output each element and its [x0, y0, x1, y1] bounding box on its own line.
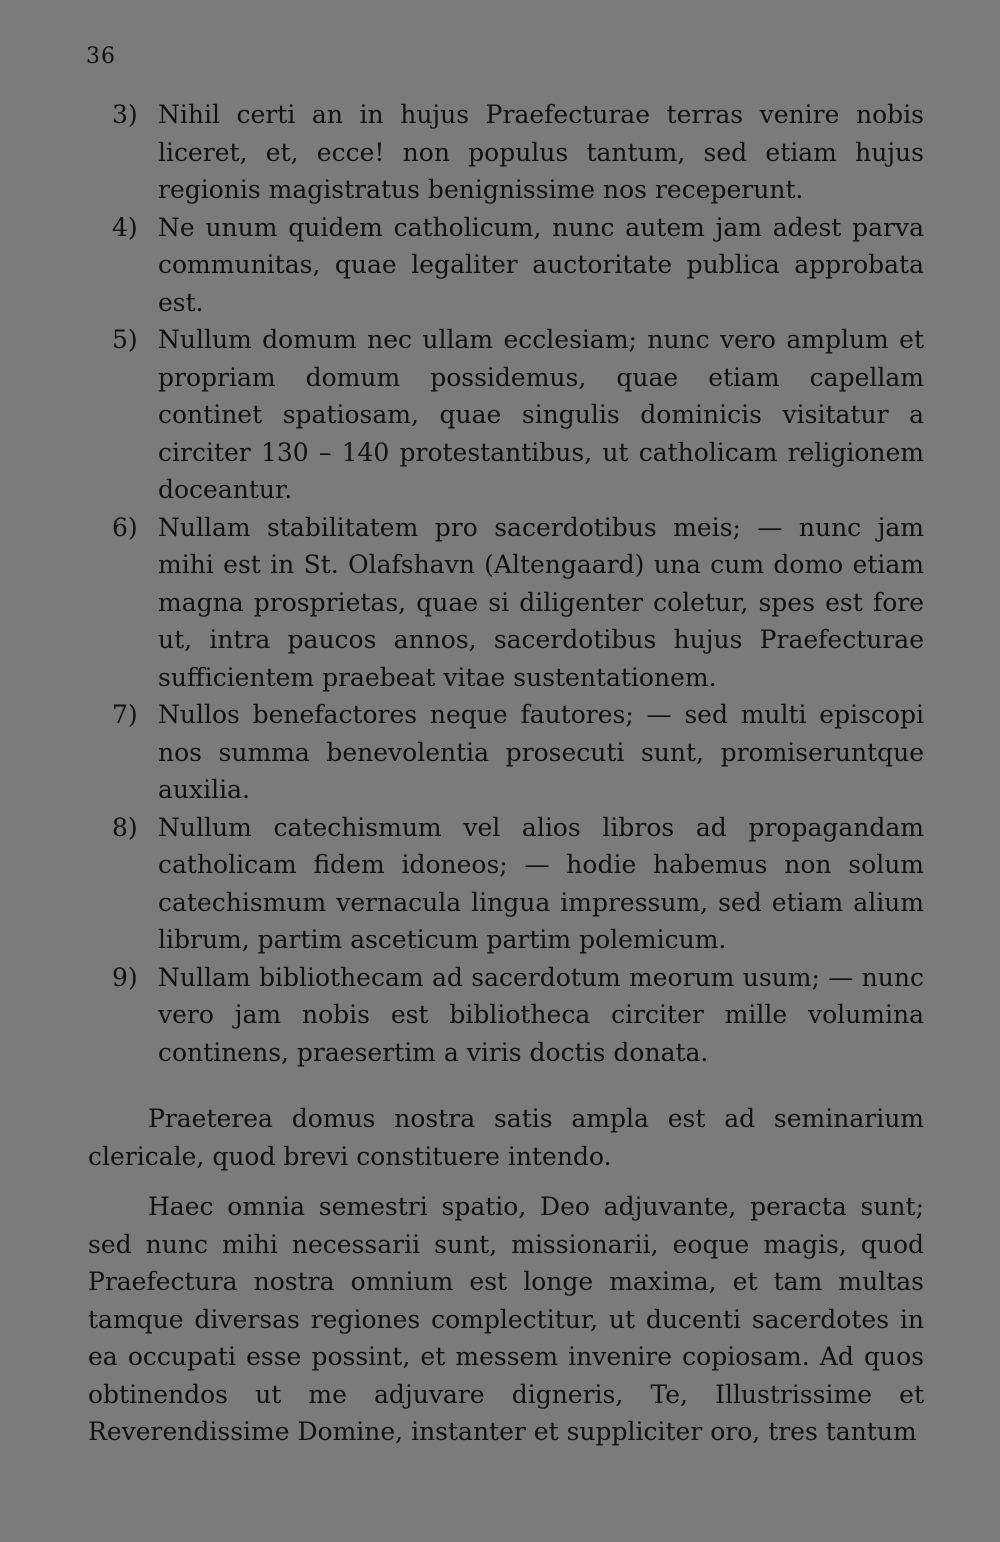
list-item-4 — [112, 209, 924, 322]
list-item-5 — [112, 321, 924, 509]
list-item-6 — [112, 509, 924, 697]
item-text: Nihil certi an in hujus Praefecturae terras venire nobis liceret, et, ecce! non populus tantum, sed etiam hujus regionis magistratus benignissime nos receperunt. — [158, 100, 924, 204]
list-item-8 — [112, 809, 924, 959]
item-number: 5) — [112, 325, 138, 354]
page-number: 36 — [86, 44, 116, 69]
item-text: Nullum catechismum vel alios libros ad propagandam catholicam fidem idoneos; — hodie habemus non solum catechismum vernacula lingua impressum, sed etiam alium librum, partim asceticum partim polemicum. — [158, 812, 924, 954]
item-text: Nullam stabilitatem pro sacerdotibus meis; — nunc jam mihi est in St. Olafshavn (Altengaard) una cum domo etiam magna prosprietas, quae si diligenter coletur, spes est fore ut, intra paucos annos, sacerdotibus hujus Praefecturae sufficientem praebeat vitae sustentationem. — [158, 512, 924, 692]
item-number: 4) — [112, 212, 138, 242]
item-text: Nullum domum nec ullam ecclesiam; nunc vero amplum et propriam domum possidemus, quae etiam capellam continet spatiosam, quae singulis dominicis visitatur a circiter 130 – 140 protestantibus, ut catholicam religionem doceantur. — [158, 325, 924, 504]
item-text: Nullam bibliothecam ad sacerdotum meorum usum; — nunc vero jam nobis est bibliotheca circiter mille volumina continens, praesertim a viris doctis donata. — [158, 962, 924, 1067]
paragraph-haec-omnia: Haec omnia semestri spatio, Deo adjuvante, peracta sunt; sed nunc mihi necessarii sunt, missionarii, eoque magis, quod Praefectura nostra omnium est longe maxima, et tam multas tamque diversas regiones complectitur, ut ducenti sacerdotes in ea occupati esse possint, et messem invenire copiosam. Ad quos obtinendos ut me adjuvare digneris, Te, Illustrissime et Reverendissime Domine, instanter et suppliciter oro, tres tantum — [88, 1192, 924, 1446]
item-number: 7) — [112, 700, 138, 729]
numbered-list — [112, 96, 924, 1071]
list-item-7 — [112, 696, 924, 809]
list-item-3 — [112, 96, 924, 209]
item-number: 6) — [112, 512, 138, 542]
paragraph-seminarium: Praeterea domus nostra satis ampla est ad seminarium clericale, quod brevi constituere intendo. — [88, 1104, 924, 1171]
item-text: Ne unum quidem catholicum, nunc autem jam adest parva communitas, quae legaliter auctoritate publica approbata est. — [158, 212, 924, 317]
item-number: 8) — [112, 812, 138, 842]
item-text: Nullos benefactores neque fautores; — sed multi episcopi nos summa benevolentia prosecuti sunt, promiseruntque auxilia. — [158, 700, 924, 804]
item-number: 9) — [112, 962, 138, 992]
item-number: 3) — [112, 100, 138, 129]
list-item-9 — [112, 959, 924, 1072]
